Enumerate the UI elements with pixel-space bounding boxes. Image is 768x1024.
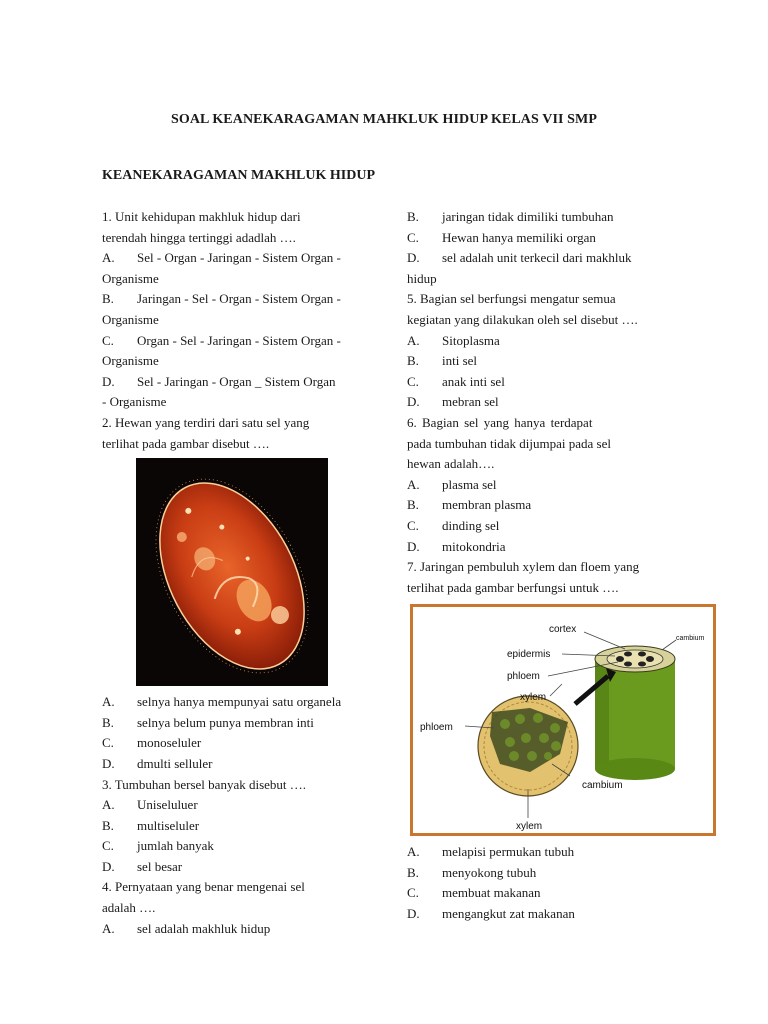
q5-option-b[interactable]	[407, 351, 697, 372]
q3-option-a[interactable]	[102, 795, 372, 816]
option-letter: A.	[407, 332, 420, 348]
option-text: Uniseluluer	[137, 797, 198, 813]
option-text: jumlah banyak	[137, 838, 214, 854]
question-4-line-2: adalah ….	[102, 900, 156, 916]
option-letter: B.	[407, 209, 419, 224]
section-title: KEANEKARAGAMAN MAKHLUK HIDUP	[102, 168, 375, 183]
question-2-line-1: 2. Hewan yang terdiri dari satu sel yang	[102, 414, 310, 430]
q7-option-b[interactable]	[407, 863, 697, 884]
option-letter: B.	[407, 353, 419, 369]
option-text: membran plasma	[442, 497, 532, 513]
option-letter: A.	[102, 694, 115, 710]
question-6-line-3: hewan adalah….	[407, 456, 495, 472]
option-letter: D.	[407, 538, 420, 554]
option-text: menyokong tubuh	[442, 864, 537, 880]
q7-option-a[interactable]	[407, 842, 697, 863]
q4-option-d-cont: hidup	[407, 270, 437, 286]
q1-option-d[interactable]	[102, 372, 372, 393]
option-text: Sel - Organ - Jaringan - Sistem Organ -	[137, 250, 341, 266]
q6-option-b[interactable]	[407, 495, 697, 516]
option-text: Sitoplasma	[442, 332, 500, 348]
label-phloem-left: phloem	[420, 722, 453, 734]
question-3-line-1: 3. Tumbuhan bersel banyak disebut ….	[102, 776, 307, 792]
option-letter: B.	[102, 714, 114, 730]
option-letter: C.	[407, 373, 419, 389]
q7-option-d[interactable]	[407, 904, 697, 925]
label-epidermis: epidermis	[507, 649, 551, 661]
label-phloem: phloem	[507, 671, 540, 683]
option-text: sel adalah unit terkecil dari makhluk	[442, 250, 632, 266]
option-letter: B.	[102, 291, 114, 307]
option-text: mitokondria	[442, 538, 506, 554]
option-text: selnya belum punya membran inti	[137, 714, 314, 730]
option-letter: C.	[407, 229, 419, 245]
document-title: SOAL KEANEKARAGAMAN MAHKLUK HIDUP KELAS VII SMP	[170, 112, 598, 127]
left-column	[102, 207, 372, 939]
q7-option-c[interactable]	[407, 883, 697, 904]
option-text: inti sel	[442, 353, 478, 369]
option-letter: A.	[407, 844, 420, 860]
q6-option-d[interactable]	[407, 537, 697, 558]
label-cortex: cortex	[549, 624, 577, 636]
q1-option-c-cont: Organisme	[102, 353, 159, 369]
option-letter: C.	[102, 735, 114, 751]
q1-option-a[interactable]	[102, 248, 372, 269]
question-7-line-2: terlihat pada gambar berfungsi untuk ….	[407, 579, 619, 595]
q2-option-d[interactable]	[102, 754, 372, 775]
option-letter: A.	[102, 920, 115, 936]
q1-option-b-cont: Organisme	[102, 311, 159, 327]
option-letter: D.	[407, 394, 420, 410]
q4-option-a[interactable]	[102, 919, 372, 940]
q1-option-c[interactable]	[102, 331, 372, 352]
q3-option-b[interactable]	[102, 816, 372, 837]
q6-option-a[interactable]	[407, 475, 697, 496]
option-text: monoseluler	[137, 735, 202, 751]
question-2-line-2: terlihat pada gambar disebut ….	[102, 435, 270, 451]
option-text: Hewan hanya memiliki organ	[442, 229, 596, 245]
q1-option-d-cont: - Organisme	[102, 394, 167, 410]
question-6-line-2: pada tumbuhan tidak dijumpai pada sel	[407, 435, 611, 451]
question-4-line-1: 4. Pernyataan yang benar mengenai sel	[102, 879, 305, 895]
q1-option-b[interactable]	[102, 289, 372, 310]
label-xylem-bottom: xylem	[516, 821, 543, 833]
question-5-line-2: kegiatan yang dilakukan oleh sel disebut ….	[407, 311, 638, 327]
option-text: sel adalah makhluk hidup	[137, 920, 271, 936]
q6-option-c[interactable]	[407, 516, 697, 537]
option-letter: D.	[407, 250, 420, 266]
right-column	[407, 207, 705, 925]
option-letter: A.	[102, 797, 115, 813]
option-letter: A.	[407, 476, 420, 492]
option-letter: D.	[102, 858, 115, 874]
option-letter: C.	[102, 838, 114, 854]
question-1-line-1: 1. Unit kehidupan makhluk hidup dari	[102, 209, 301, 224]
option-letter: D.	[102, 755, 115, 771]
label-cambium: cambium	[582, 780, 623, 792]
option-letter: D.	[102, 373, 115, 389]
option-letter: B.	[102, 817, 114, 833]
stem-cylinder-bottom	[595, 758, 675, 780]
option-letter: B.	[407, 497, 419, 513]
q2-option-a[interactable]	[102, 692, 372, 713]
q1-option-a-cont: Organisme	[102, 270, 159, 286]
label-cambium-small: cambium	[676, 635, 705, 643]
option-letter: C.	[407, 517, 419, 533]
label-xylem: xylem	[520, 692, 547, 704]
q5-option-c[interactable]	[407, 372, 697, 393]
option-letter: D.	[407, 906, 420, 922]
option-text: jaringan tidak dimiliki tumbuhan	[442, 209, 614, 224]
question-5-line-1: 5. Bagian sel berfungsi mengatur semua	[407, 291, 616, 307]
option-text: melapisi permukan tubuh	[442, 844, 575, 860]
option-text: selnya hanya mempunyai satu organela	[137, 694, 342, 710]
option-letter: A.	[102, 250, 115, 266]
q3-option-d[interactable]	[102, 857, 372, 878]
q5-option-a[interactable]	[407, 331, 697, 352]
option-text: Organ - Sel - Jaringan - Sistem Organ -	[137, 332, 341, 348]
q4-option-b[interactable]	[407, 207, 697, 228]
option-text: membuat makanan	[442, 885, 541, 901]
option-letter: C.	[407, 885, 419, 901]
q2-option-b[interactable]	[102, 713, 372, 734]
option-text: dinding sel	[442, 517, 500, 533]
option-text: anak inti sel	[442, 373, 505, 389]
option-text: Jaringan - Sel - Organ - Sistem Organ -	[137, 291, 341, 307]
option-text: dmulti selluler	[137, 755, 213, 771]
option-text: multiseluler	[137, 817, 200, 833]
stem-cross-section-diagram	[410, 604, 716, 836]
option-letter: C.	[102, 332, 114, 348]
option-text: mebran sel	[442, 394, 499, 410]
q2-option-c[interactable]	[102, 733, 372, 754]
question-1-line-2: terendah hingga tertinggi adadlah ….	[102, 229, 296, 245]
option-text: Sel - Jaringan - Organ _ Sistem Organ	[137, 373, 336, 389]
option-text: mengangkut zat makanan	[442, 906, 575, 922]
option-text: plasma sel	[442, 476, 497, 492]
paramecium-image	[136, 458, 328, 686]
option-text: sel besar	[137, 858, 183, 874]
q3-option-c[interactable]	[102, 836, 372, 857]
question-7-line-1: 7. Jaringan pembuluh xylem dan floem yang	[407, 559, 640, 575]
q4-option-c[interactable]	[407, 228, 697, 249]
option-letter: B.	[407, 864, 419, 880]
q5-option-d[interactable]	[407, 392, 697, 413]
question-6-line-1: 6. Bagian sel yang hanya terdapat	[407, 414, 593, 430]
q4-option-d[interactable]	[407, 248, 697, 269]
